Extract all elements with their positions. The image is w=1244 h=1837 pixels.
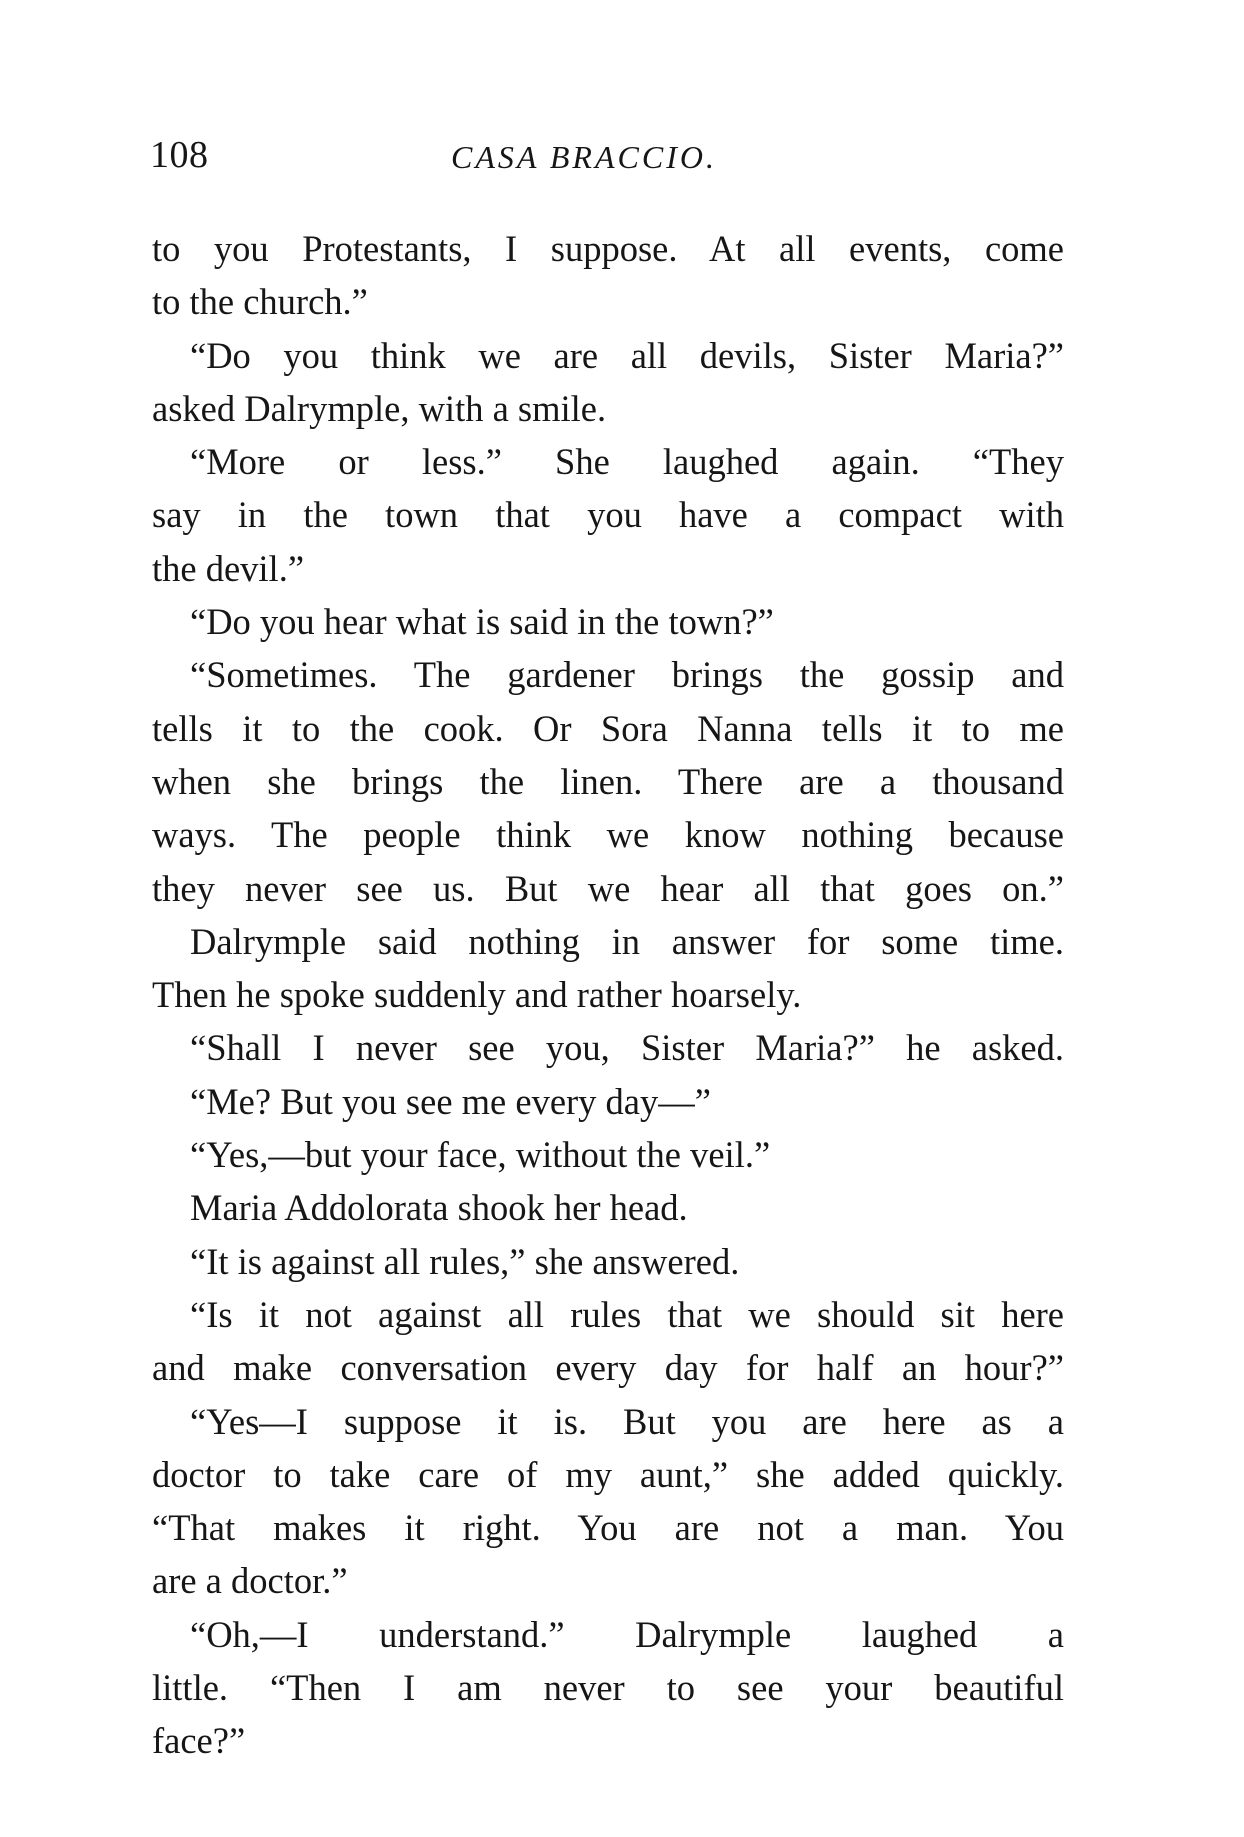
text-line: Maria Addolorata shook her head.	[190, 1187, 688, 1229]
text-line: “Yes—I suppose it is. But you are here as a	[190, 1400, 1064, 1442]
text-line: “Sometimes. The gardener brings the gossip and	[190, 654, 1064, 696]
text-line: face?”	[152, 1720, 246, 1762]
text-line: “Is it not against all rules that we should sit here	[190, 1293, 1064, 1335]
text-line: ways. The people think we know nothing because	[152, 814, 1064, 856]
text-line: “More or less.” She laughed again. “They	[190, 441, 1064, 483]
text-line: are a doctor.”	[152, 1560, 348, 1602]
text-line: when she brings the linen. There are a thousand	[152, 760, 1064, 802]
text-line: “Yes,—but your face, without the veil.”	[190, 1134, 771, 1176]
text-line: little. “Then I am never to see your beautiful	[152, 1667, 1064, 1709]
text-line: “That makes it right. You are not a man. You	[152, 1507, 1064, 1549]
running-title: CASA BRACCIO.	[451, 139, 717, 175]
text-line: to the church.”	[152, 281, 368, 323]
text-line: “It is against all rules,” she answered.	[190, 1240, 740, 1282]
text-line: Then he spoke suddenly and rather hoarsely.	[152, 974, 802, 1016]
text-line: and make conversation every day for half an hour?”	[152, 1347, 1064, 1389]
text-line: “Do you think we are all devils, Sister Maria?”	[190, 334, 1064, 376]
text-line: to you Protestants, I suppose. At all events, come	[152, 228, 1064, 269]
text-line: tells it to the cook. Or Sora Nanna tells it to me	[152, 707, 1064, 749]
text-line: they never see us. But we hear all that goes on.”	[152, 867, 1064, 909]
text-line: Dalrymple said nothing in answer for some time.	[190, 920, 1064, 962]
text-line: the devil.”	[152, 547, 305, 589]
text-line: “Oh,—I understand.” Dalrymple laughed a	[190, 1613, 1064, 1655]
page-number: 108	[150, 134, 209, 176]
text-line: “Shall I never see you, Sister Maria?” he asked.	[190, 1027, 1064, 1069]
text-line: “Do you hear what is said in the town?”	[190, 601, 774, 643]
text-line: asked Dalrymple, with a smile.	[152, 387, 607, 429]
page-header	[150, 132, 1070, 182]
text-line: “Me? But you see me every day—”	[190, 1080, 711, 1122]
text-line: doctor to take care of my aunt,” she added quickly.	[152, 1453, 1064, 1495]
text-line: say in the town that you have a compact with	[152, 494, 1064, 536]
body-text	[152, 222, 1064, 1768]
